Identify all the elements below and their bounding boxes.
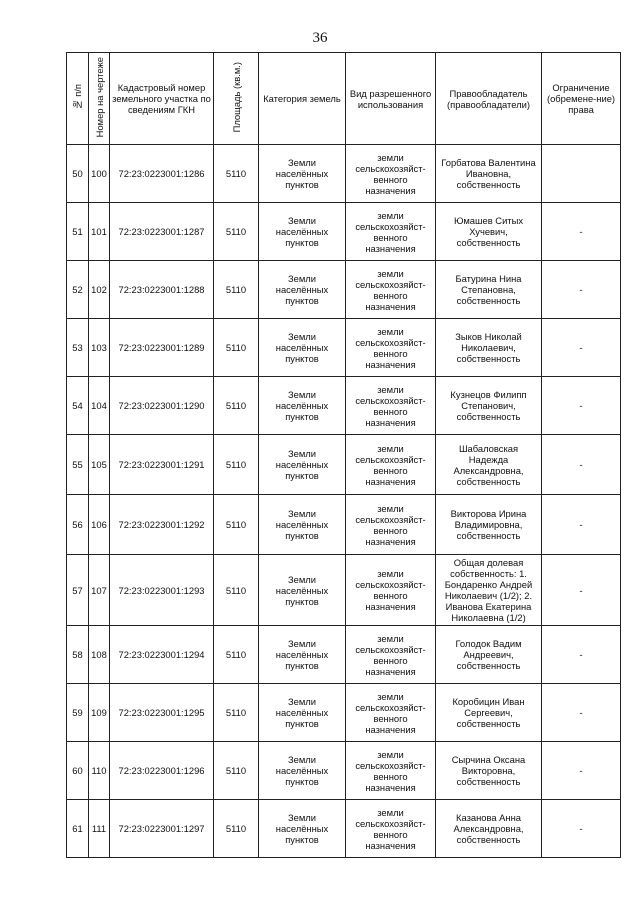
cell-cadastral-number: 72:23:0223001:1292 — [110, 495, 214, 555]
cell-number: 60 — [67, 742, 89, 800]
header-restriction: Ограничение (обремене-ние) права — [542, 53, 621, 145]
cell-permitted-use: земли сельскохозяйст-венного назначения — [346, 261, 436, 319]
cell-owner: Казанова Анна Александровна, собственность — [436, 800, 542, 858]
cell-cadastral-number: 72:23:0223001:1288 — [110, 261, 214, 319]
cell-restriction: - — [542, 555, 621, 626]
cell-permitted-use: земли сельскохозяйст-венного назначения — [346, 684, 436, 742]
cell-owner: Викторова Ирина Владимировна, собственность — [436, 495, 542, 555]
cell-restriction: - — [542, 203, 621, 261]
cell-area: 5110 — [214, 203, 259, 261]
cell-number: 54 — [67, 377, 89, 435]
land-plots-table — [66, 52, 621, 858]
cell-drawing-number: 107 — [89, 555, 110, 626]
cell-restriction: - — [542, 495, 621, 555]
cell-area: 5110 — [214, 742, 259, 800]
cell-number: 52 — [67, 261, 89, 319]
cell-land-category: Земли населённых пунктов — [259, 684, 346, 742]
header-permitted-use: Вид разрешенного использования — [346, 53, 436, 145]
cell-permitted-use: земли сельскохозяйст-венного назначения — [346, 319, 436, 377]
cell-area: 5110 — [214, 555, 259, 626]
cell-land-category: Земли населённых пунктов — [259, 203, 346, 261]
cell-drawing-number: 110 — [89, 742, 110, 800]
cell-land-category: Земли населённых пунктов — [259, 145, 346, 203]
table-row — [67, 626, 621, 684]
cell-area: 5110 — [214, 626, 259, 684]
cell-restriction: - — [542, 684, 621, 742]
table-row — [67, 684, 621, 742]
cell-land-category: Земли населённых пунктов — [259, 555, 346, 626]
cell-area: 5110 — [214, 377, 259, 435]
cell-drawing-number: 106 — [89, 495, 110, 555]
cell-restriction: - — [542, 319, 621, 377]
cell-owner: Кузнецов Филипп Степанович, собственность — [436, 377, 542, 435]
cell-owner: Горбатова Валентина Ивановна, собственность — [436, 145, 542, 203]
table-header-row — [67, 53, 621, 145]
cell-permitted-use: земли сельскохозяйст-венного назначения — [346, 435, 436, 495]
cell-permitted-use: земли сельскохозяйст-венного назначения — [346, 800, 436, 858]
cell-owner: Батурина Нина Степановна, собственность — [436, 261, 542, 319]
cell-number: 55 — [67, 435, 89, 495]
table-row — [67, 742, 621, 800]
cell-cadastral-number: 72:23:0223001:1287 — [110, 203, 214, 261]
cell-cadastral-number: 72:23:0223001:1291 — [110, 435, 214, 495]
cell-cadastral-number: 72:23:0223001:1293 — [110, 555, 214, 626]
cell-permitted-use: земли сельскохозяйст-венного назначения — [346, 742, 436, 800]
table-row — [67, 377, 621, 435]
cell-number: 61 — [67, 800, 89, 858]
cell-area: 5110 — [214, 800, 259, 858]
table-row — [67, 555, 621, 626]
cell-owner: Юмашев Ситых Хучевич, собственность — [436, 203, 542, 261]
cell-drawing-number: 105 — [89, 435, 110, 495]
cell-owner: Зыков Николай Николаевич, собственность — [436, 319, 542, 377]
cell-number: 58 — [67, 626, 89, 684]
cell-land-category: Земли населённых пунктов — [259, 319, 346, 377]
table-row — [67, 261, 621, 319]
cell-area: 5110 — [214, 495, 259, 555]
cell-number: 59 — [67, 684, 89, 742]
cell-owner: Голодок Вадим Андреевич, собственность — [436, 626, 542, 684]
header-drawing-number: Номер на чертеже — [89, 53, 110, 145]
cell-number: 57 — [67, 555, 89, 626]
cell-permitted-use: земли сельскохозяйст-венного назначения — [346, 145, 436, 203]
cell-area: 5110 — [214, 145, 259, 203]
cell-permitted-use: земли сельскохозяйст-венного назначения — [346, 626, 436, 684]
cell-owner: Коробицин Иван Сергеевич, собственность — [436, 684, 542, 742]
cell-land-category: Земли населённых пунктов — [259, 626, 346, 684]
cell-cadastral-number: 72:23:0223001:1297 — [110, 800, 214, 858]
cell-restriction: - — [542, 435, 621, 495]
cell-drawing-number: 101 — [89, 203, 110, 261]
cell-cadastral-number: 72:23:0223001:1295 — [110, 684, 214, 742]
cell-land-category: Земли населённых пунктов — [259, 435, 346, 495]
cell-area: 5110 — [214, 261, 259, 319]
cell-drawing-number: 108 — [89, 626, 110, 684]
cell-restriction — [542, 145, 621, 203]
cell-land-category: Земли населённых пунктов — [259, 800, 346, 858]
cell-drawing-number: 103 — [89, 319, 110, 377]
cell-number: 56 — [67, 495, 89, 555]
cell-number: 51 — [67, 203, 89, 261]
cell-cadastral-number: 72:23:0223001:1290 — [110, 377, 214, 435]
cell-cadastral-number: 72:23:0223001:1286 — [110, 145, 214, 203]
cell-permitted-use: земли сельскохозяйст-венного назначения — [346, 555, 436, 626]
header-cadastral-number: Кадастровый номер земельного участка по сведениям ГКН — [110, 53, 214, 145]
cell-number: 50 — [67, 145, 89, 203]
cell-permitted-use: земли сельскохозяйст-венного назначения — [346, 377, 436, 435]
cell-land-category: Земли населённых пунктов — [259, 377, 346, 435]
cell-number: 53 — [67, 319, 89, 377]
table-row — [67, 495, 621, 555]
cell-permitted-use: земли сельскохозяйст-венного назначения — [346, 203, 436, 261]
cell-area: 5110 — [214, 435, 259, 495]
cell-area: 5110 — [214, 684, 259, 742]
cell-restriction: - — [542, 626, 621, 684]
table-row — [67, 203, 621, 261]
cell-area: 5110 — [214, 319, 259, 377]
cell-land-category: Земли населённых пунктов — [259, 261, 346, 319]
header-owner: Правообладатель (правообладатели) — [436, 53, 542, 145]
cell-restriction: - — [542, 261, 621, 319]
cell-owner: Общая долевая собственность: 1. Бондаренко Андрей Николаевич (1/2); 2. Иванова Екатерина Николаевна (1/2) — [436, 555, 542, 626]
cell-drawing-number: 109 — [89, 684, 110, 742]
cell-restriction: - — [542, 800, 621, 858]
cell-owner: Шабаловская Надежда Александровна, собственность — [436, 435, 542, 495]
header-n: № п/п — [67, 53, 89, 145]
cell-permitted-use: земли сельскохозяйст-венного назначения — [346, 495, 436, 555]
cell-cadastral-number: 72:23:0223001:1296 — [110, 742, 214, 800]
table-row — [67, 435, 621, 495]
cell-owner: Сырчина Оксана Викторовна, собственность — [436, 742, 542, 800]
cell-land-category: Земли населённых пунктов — [259, 742, 346, 800]
table-row — [67, 145, 621, 203]
page-number: 36 — [312, 30, 328, 46]
cell-cadastral-number: 72:23:0223001:1294 — [110, 626, 214, 684]
header-land-category: Категория земель — [259, 53, 346, 145]
cell-drawing-number: 104 — [89, 377, 110, 435]
cell-drawing-number: 102 — [89, 261, 110, 319]
header-area: Площадь (кв.м.) — [214, 53, 259, 145]
cell-restriction: - — [542, 742, 621, 800]
table-row — [67, 800, 621, 858]
cell-cadastral-number: 72:23:0223001:1289 — [110, 319, 214, 377]
table-row — [67, 319, 621, 377]
cell-drawing-number: 111 — [89, 800, 110, 858]
cell-land-category: Земли населённых пунктов — [259, 495, 346, 555]
cell-drawing-number: 100 — [89, 145, 110, 203]
cell-restriction: - — [542, 377, 621, 435]
